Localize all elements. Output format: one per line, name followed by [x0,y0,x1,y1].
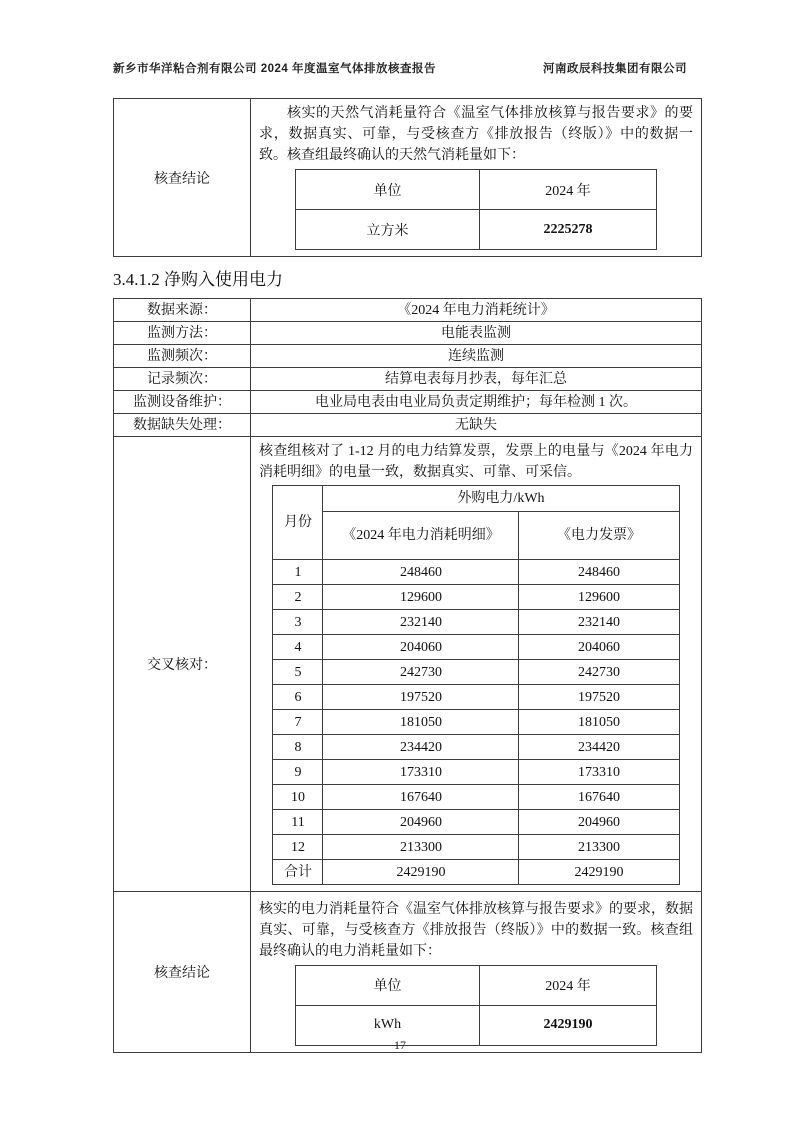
cross-check-label: 交叉核对： [114,437,251,892]
month-cell: 8 [273,735,323,760]
table-row [273,610,679,635]
table-row [273,560,679,585]
month-cell: 12 [273,835,323,860]
invoice-cell: 204960 [519,810,679,835]
gas-conclusion-content [251,99,702,257]
detail-cell: 197520 [323,685,519,710]
info-value-equipment-maintenance: 电业局电表由电业局负责定期维护；每年检测 1 次。 [251,391,702,414]
table-row [114,414,702,437]
detail-cell: 213300 [323,835,519,860]
month-cell: 11 [273,810,323,835]
detail-cell: 167640 [323,785,519,810]
electricity-conclusion-content [251,892,702,1053]
page-number: 17 [394,1038,406,1052]
table-row [114,345,702,368]
table-header-row [273,512,679,560]
table-total-row [273,860,679,885]
purchased-power-group-header: 外购电力/kWh [323,486,679,512]
detail-column-header: 《2024 年电力消耗明细》 [323,512,519,560]
info-value-monitor-method: 电能表监测 [251,322,702,345]
month-cell: 1 [273,560,323,585]
electricity-total-table [295,965,657,1046]
table-row [273,585,679,610]
month-cell: 9 [273,760,323,785]
electricity-table [113,298,702,1053]
month-cell: 3 [273,610,323,635]
electricity-year-header: 2024 年 [480,965,657,1005]
table-row [273,835,679,860]
invoice-cell: 213300 [519,835,679,860]
electricity-unit-header: 单位 [296,965,480,1005]
detail-cell: 232140 [323,610,519,635]
header-company-name: 河南政辰科技集团有限公司 [543,63,687,75]
gas-total-table [295,169,657,250]
invoice-cell: 232140 [519,610,679,635]
table-row [273,710,679,735]
table-row [114,299,702,322]
detail-cell: 173310 [323,760,519,785]
info-value-missing-data: 无缺失 [251,414,702,437]
info-label-missing-data: 数据缺失处理： [114,414,251,437]
electricity-conclusion-text: 核实的电力消耗量符合《温室气体排放核算与报告要求》的要求，数据真实、可靠，与受核查方《排放报告（终版）》中的数据一致。核查组最终确认的电力消耗量如下： [259,901,693,959]
invoice-cell: 234420 [519,735,679,760]
detail-cell: 181050 [323,710,519,735]
table-row [273,810,679,835]
table-row [296,965,657,1005]
page-header [113,60,687,76]
table-row [296,210,657,250]
cross-check-text: 核查组核对了 1-12 月的电力结算发票，发票上的电量与《2024 年电力消耗明细》的电量一致，数据真实、可靠、可采信。 [259,444,693,480]
gas-year-header: 2024 年 [480,170,657,210]
table-row [114,368,702,391]
invoice-cell: 181050 [519,710,679,735]
info-label-monitor-method: 监测方法： [114,322,251,345]
info-label-data-source: 数据来源： [114,299,251,322]
detail-cell: 129600 [323,585,519,610]
invoice-column-header: 《电力发票》 [519,512,679,560]
invoice-cell: 173310 [519,760,679,785]
total-invoice-cell: 2429190 [519,860,679,885]
detail-cell: 248460 [323,560,519,585]
electricity-conclusion-label: 核查结论 [114,892,251,1053]
info-label-monitor-frequency: 监测频次： [114,345,251,368]
month-cell: 6 [273,685,323,710]
invoice-cell: 129600 [519,585,679,610]
gas-unit-value: 立方米 [296,210,480,250]
total-detail-cell: 2429190 [323,860,519,885]
total-label-cell: 合计 [273,860,323,885]
table-row [273,785,679,810]
info-value-data-source: 《2024 年电力消耗统计》 [251,299,702,322]
gas-conclusion-text: 核实的天然气消耗量符合《温室气体排放核算与报告要求》的要求，数据真实、可靠，与受核查方《排放报告（终版）》中的数据一致。核查组最终确认的天然气消耗量如下： [259,106,693,163]
table-row [114,99,702,257]
month-cell: 4 [273,635,323,660]
month-column-header: 月份 [273,486,323,560]
invoice-cell: 248460 [519,560,679,585]
info-value-monitor-frequency: 连续监测 [251,345,702,368]
table-row [114,322,702,345]
detail-cell: 204960 [323,810,519,835]
detail-cell: 242730 [323,660,519,685]
table-row [114,391,702,414]
gas-conclusion-label: 核查结论 [114,99,251,257]
table-row [114,892,702,1053]
electricity-unit-value: kWh [296,1005,480,1045]
month-cell: 10 [273,785,323,810]
table-row [273,660,679,685]
info-label-record-frequency: 记录频次： [114,368,251,391]
month-cell: 5 [273,660,323,685]
invoice-cell: 167640 [519,785,679,810]
invoice-cell: 242730 [519,660,679,685]
header-report-title: 新乡市华洋粘合剂有限公司 2024 年度温室气体排放核查报告 [113,63,436,75]
detail-cell: 204060 [323,635,519,660]
info-label-equipment-maintenance: 监测设备维护： [114,391,251,414]
gas-conclusion-table [113,98,702,257]
table-row [273,685,679,710]
info-value-record-frequency: 结算电表每月抄表，每年汇总 [251,368,702,391]
month-cell: 7 [273,710,323,735]
table-row [273,735,679,760]
invoice-cell: 197520 [519,685,679,710]
gas-total-value: 2225278 [480,210,657,250]
invoice-cell: 204060 [519,635,679,660]
month-cell: 2 [273,585,323,610]
monthly-electricity-table [272,485,679,885]
cross-check-content [251,437,702,892]
section-heading: 3.4.1.2 净购入使用电力 [113,270,283,289]
gas-unit-header: 单位 [296,170,480,210]
table-row [273,760,679,785]
table-row [273,635,679,660]
detail-cell: 234420 [323,735,519,760]
table-row [114,437,702,892]
electricity-total-value: 2429190 [480,1005,657,1045]
table-row [296,170,657,210]
table-header-row [273,486,679,512]
